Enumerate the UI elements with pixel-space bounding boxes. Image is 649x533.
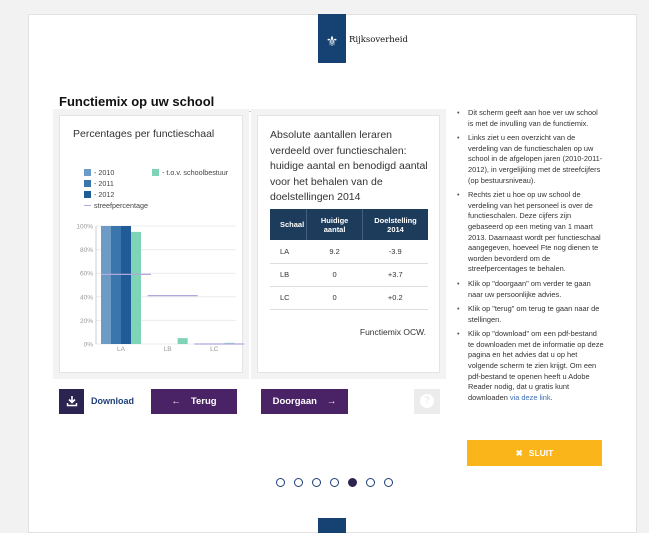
page-dot-3[interactable] [312, 478, 321, 487]
table-panel [257, 115, 440, 373]
instruction-item-download [457, 329, 605, 403]
instruction-item: • Links ziet u een overzicht van de verdeling van de functieschalen op uw school in de afgelopen jaren (2010-2011-2012), in vergelijking met de streefcijfers (op bestuursniveau). [457, 133, 605, 186]
download-icon-button[interactable] [59, 389, 84, 414]
footer-brand-bar [318, 518, 346, 533]
page-dot-5[interactable] [348, 478, 357, 487]
bar-chart [60, 220, 244, 370]
bar-LA-3 [131, 232, 141, 344]
arrow-right-icon: → [326, 396, 337, 407]
instruction-item: • Klik op "terug" om terug te gaan naar de stellingen. [457, 304, 605, 325]
page-dot-7[interactable] [384, 478, 393, 487]
close-icon: ✖ [515, 447, 523, 458]
y-tick-label: 0% [83, 341, 93, 349]
y-tick-label: 100% [76, 223, 93, 231]
table-row [270, 263, 428, 286]
legend-item-2012 [84, 190, 114, 199]
instruction-item: • Dit scherm geeft aan hoe ver uw school is met de invulling van de functiemix. [457, 108, 605, 129]
instruction-text-end: . [550, 392, 553, 402]
y-tick-label: 20% [79, 317, 93, 325]
page-dot-4[interactable] [330, 478, 339, 487]
table-row [270, 286, 428, 309]
bar-LA-1 [111, 226, 121, 344]
pagination [276, 478, 393, 487]
legend-label: streefpercentage [94, 201, 148, 210]
table-header-row [270, 209, 428, 240]
column-header: Doelstelling 2014 [363, 209, 428, 240]
legend-label: - 2010 [94, 168, 115, 177]
crest-icon: ⚜ [325, 34, 339, 50]
table-cell: LC [270, 286, 307, 309]
instruction-item: • Klik op "doorgaan" om verder te gaan naar uw persoonlijke advies. [457, 279, 605, 300]
legend-swatch [84, 191, 91, 198]
bar-LA-0 [101, 226, 111, 344]
rijksoverheid-logo [318, 14, 346, 63]
table-cell: +3.7 [363, 263, 428, 286]
chart-title: Percentages per functieschaal [73, 128, 215, 140]
column-header: Schaal [270, 209, 307, 240]
x-tick-label: LB [163, 346, 172, 353]
table-cell: 9.2 [307, 240, 363, 263]
legend-swatch [84, 169, 91, 176]
next-label: Doorgaan [272, 396, 317, 407]
brand-name: Rijksoverheid [349, 35, 408, 45]
legend-label: - 2011 [94, 179, 114, 188]
table-cell: LB [270, 263, 307, 286]
legend-item-2011 [84, 179, 114, 188]
adobe-reader-link[interactable]: via deze link [509, 392, 551, 402]
legend-item-streef [84, 201, 148, 210]
download-link[interactable]: Download [91, 396, 134, 406]
bar-LA-2 [121, 226, 131, 344]
functieschaal-table [270, 209, 428, 310]
instructions [457, 108, 605, 407]
help-button[interactable] [414, 389, 440, 414]
arrow-left-icon: ← [171, 396, 181, 407]
bar-LB-3 [178, 338, 188, 344]
table-title: Absolute aantallen leraren verdeeld over functieschalen: huidige aantal en benodigd aantal voor het behalen van de doelstellingen 2014 [270, 129, 428, 203]
table-cell: -3.9 [363, 240, 428, 263]
table-cell: +0.2 [363, 286, 428, 309]
divider [59, 111, 440, 112]
close-button[interactable] [467, 440, 602, 466]
table-source: Functiemix OCW. [359, 327, 426, 337]
x-tick-label: LC [210, 346, 219, 353]
legend-swatch [84, 205, 91, 206]
legend-item-2010 [84, 168, 114, 177]
y-tick-label: 80% [79, 247, 93, 255]
legend-label: - 2012 [94, 190, 115, 199]
page-dot-2[interactable] [294, 478, 303, 487]
y-tick-label: 40% [79, 294, 93, 302]
legend-swatch [84, 180, 91, 187]
legend-item-schoolbestuur [152, 168, 228, 177]
page-title: Functiemix op uw school [59, 94, 215, 109]
instruction-item: • Rechts ziet u hoe op uw school de verdeling van het personeel is over de functieschalen. Deze cijfers zijn gebaseerd op een meting van 1 maart 2013. Daarnaast wordt per functieschaal aangegeven, hoeveel Fte nog dienen te worden bevorderd om de streefpercentages te behalen. [457, 190, 605, 275]
close-label: SLUIT [528, 448, 554, 458]
question-icon: ? [420, 394, 434, 408]
column-header: Huidige aantal [307, 209, 363, 240]
back-button[interactable] [151, 389, 237, 414]
legend-label: - t.o.v. schoolbestuur [162, 168, 229, 177]
next-button[interactable] [261, 389, 348, 414]
table-row [270, 240, 428, 263]
table-cell: LA [270, 240, 307, 263]
download-icon [66, 395, 78, 407]
page-dot-6[interactable] [366, 478, 375, 487]
table-cell: 0 [307, 286, 363, 309]
page-dot-1[interactable] [276, 478, 285, 487]
legend-swatch [152, 169, 159, 176]
instruction-text: Klik op "download" om een pdf-bestand te downloaden met de informatie op deze pagina en het advies dat u op het volgende scherm te zien krijgt. Om een pdf-bestand te openen heeft u Adobe Reader nodig, dat u gratis kunt downloaden [468, 329, 604, 402]
y-tick-label: 60% [79, 270, 93, 278]
back-label: Terug [190, 396, 217, 407]
chart-panel [59, 115, 243, 373]
table-cell: 0 [307, 263, 363, 286]
x-tick-label: LA [117, 346, 125, 353]
